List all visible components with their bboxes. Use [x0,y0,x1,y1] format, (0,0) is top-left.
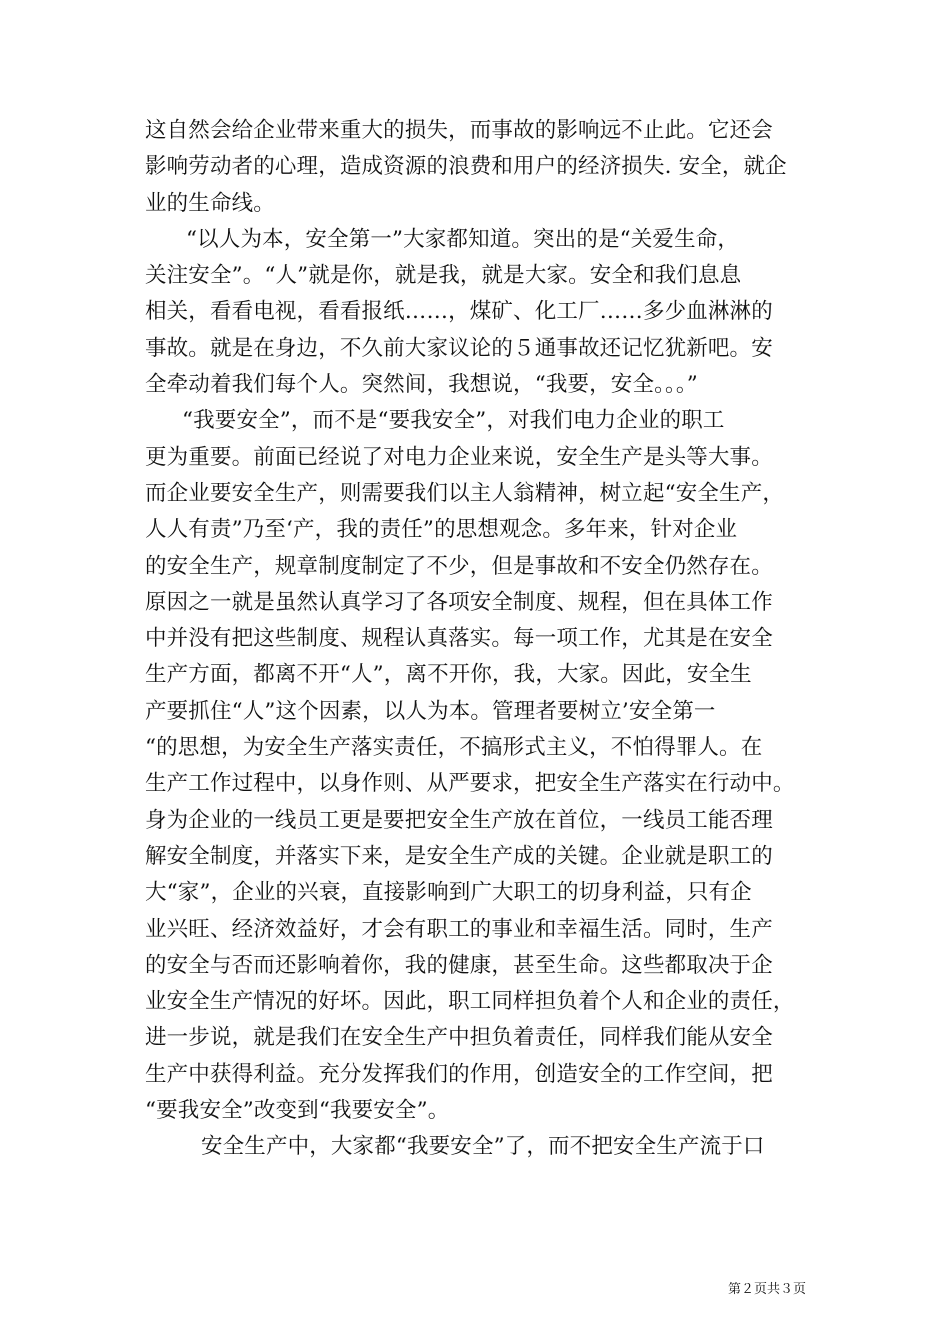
text-line: 更为重要。前面已经说了对电力企业来说，安全生产是头等大事。 [145,444,773,470]
text-line: 事故。就是在身边，不久前大家议论的５通事故还记忆犹新吧。安 [145,335,773,361]
text-line: 的安全生产，规章制度制定了不少，但是事故和不安全仍然存在。 [145,553,773,579]
text-line: 大“家”，企业的兴衰，直接影响到广大职工的切身利益，只有企 [145,880,752,906]
text-line: 进一步说，就是我们在安全生产中担负着责任，同样我们能从安全 [145,1025,773,1051]
text-line: 人人有责”乃至‘产，我的责任”的思想观念。多年来，针对企业 [145,517,738,543]
text-line: 生产中获得利益。充分发挥我们的作用，创造安全的工作空间，把 [145,1061,773,1087]
paragraph-start-line: 安全生产中，大家都“我要安全”了，而不把安全生产流于口 [201,1134,765,1160]
text-line: 身为企业的一线员工更是要把安全生产放在首位，一线员工能否理 [145,807,773,833]
text-line: 解安全制度，并落实下来，是安全生产成的关键。企业就是职工的 [145,843,773,869]
text-line: 生产工作过程中，以身作则、从严要求，把安全生产落实在行动中。 [145,771,795,797]
text-line: 这自然会给企业带来重大的损失，而事故的影响远不止此。它还会 [145,118,773,143]
text-line: “的思想，为安全生产落实责任，不搞形式主义，不怕得罪人。在 [145,735,763,761]
page-number-footer: 第２页共３页 [727,1282,806,1297]
body-text [145,113,810,1166]
text-line: 影响劳动者的心理，造成资源的浪费和用户的经济损失. 安全，就企 [145,154,787,180]
text-line: 而企业要安全生产，则需要我们以主人翁精神，树立起“安全生产， [145,480,784,506]
paragraph-start-line: “以人为本，安全第一”大家都知道。突出的是“关爱生命， [186,226,740,252]
text-line: 相关，看看电视，看看报纸……，煤矿、化工厂……多少血淋淋的 [145,299,773,325]
text-line: 中并没有把这些制度、规程认真落实。每一项工作，尤其是在安全 [145,626,773,652]
text-line: 原因之一就是虽然认真学习了各项安全制度、规程，但在具体工作 [145,589,773,615]
text-line: “要我安全”改变到“我要安全”。 [145,1098,450,1124]
text-line: 关注安全”。“人”就是你，就是我，就是大家。安全和我们息息 [145,263,742,289]
text-line: 全牵动着我们每个人。突然间，我想说，“我要，安全。。。” [145,372,698,398]
text-line: 生产方面，都离不开“人”，离不开你，我，大家。因此，安全生 [145,662,752,688]
text-line: 业安全生产情况的好坏。因此，职工同样担负着个人和企业的责任， [145,989,795,1015]
paragraph-start-line: “我要安全”，而不是“要我安全”，对我们电力企业的职工 [182,408,725,434]
text-line: 业的生命线。 [145,190,275,216]
text-line: 业兴旺、经济效益好，才会有职工的事业和幸福生活。同时，生产 [145,916,773,942]
text-line: 产要抓住“人”这个因素，以人为本。管理者要树立’安全第一 [145,698,716,724]
text-line: 的安全与否而还影响着你，我的健康，甚至生命。这些都取决于企 [145,952,773,978]
